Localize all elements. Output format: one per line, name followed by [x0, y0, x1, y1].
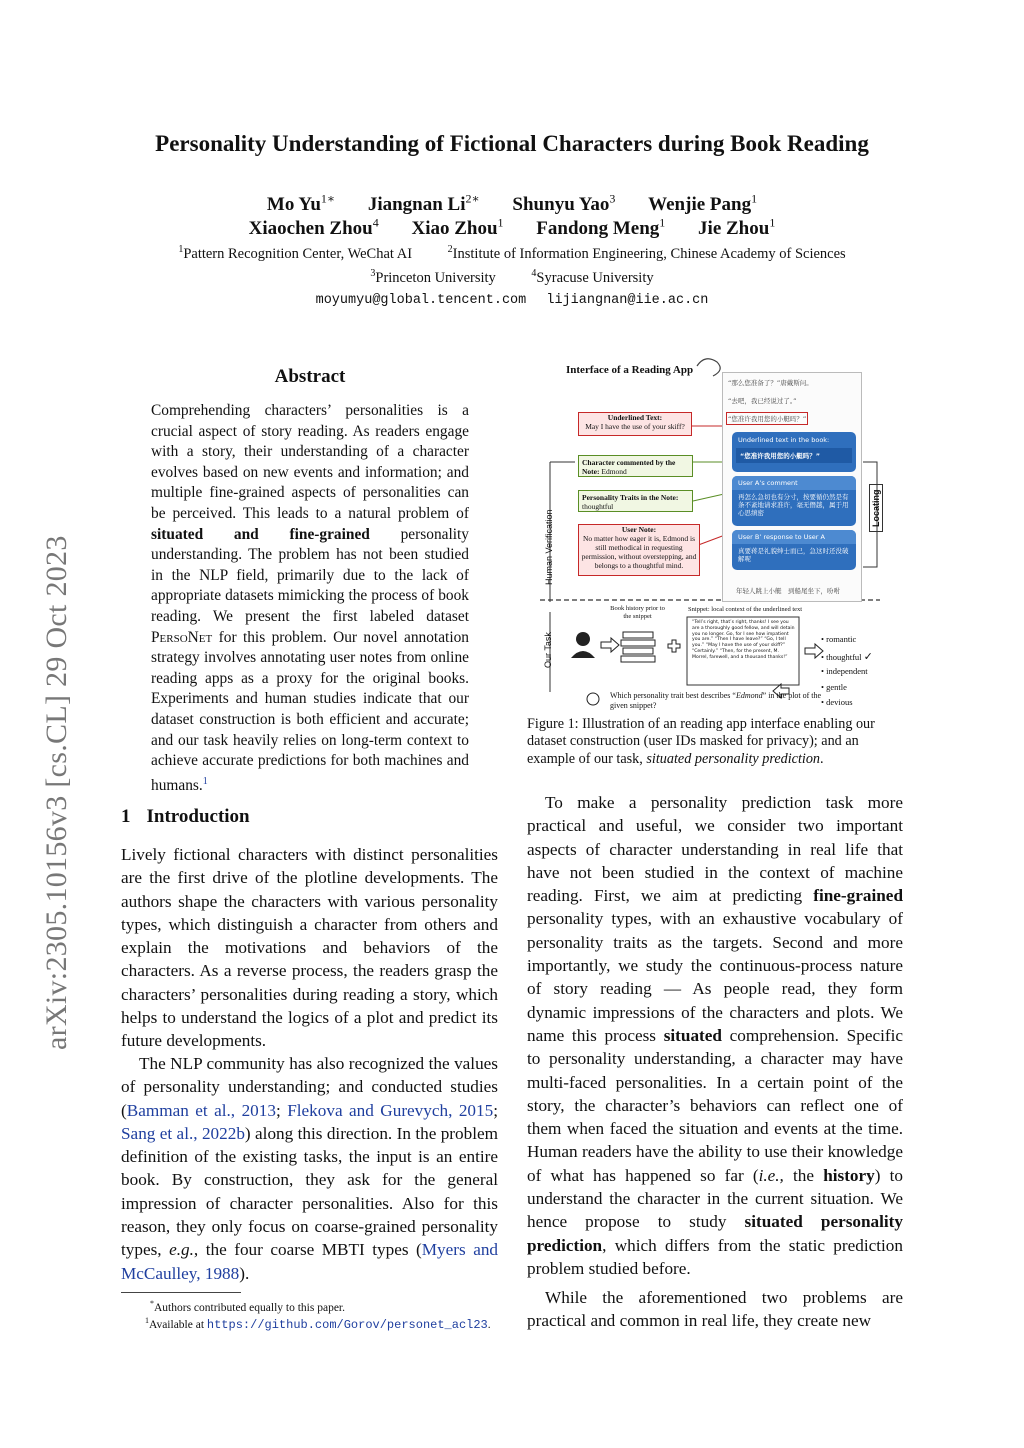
- trait-option: • devious: [821, 697, 853, 707]
- trait-option-selected: • thoughtful ✓: [821, 650, 873, 663]
- figure-title: Interface of a Reading App: [566, 364, 694, 376]
- affiliations-line-2: $^3$Princeton University $^4$Syracuse University: [370, 268, 654, 286]
- footnote-star: *Authors contributed equally to this paper.: [150, 1299, 345, 1314]
- footnote-link[interactable]: 1: [202, 775, 208, 787]
- character-box: Character commented by the Note: Edmond: [578, 455, 693, 477]
- author: Mo $Yu^{1∗}$: [266, 192, 336, 216]
- right-paragraph-2: While the aforementioned two problems are practical and common in real life, they create new: [527, 1288, 903, 1331]
- blue-card-comment: User A’s comment 再怎么急切也有分寸，按要循仍然是有条不紊地请求准许，毫无僭越，属于用心思缜密: [732, 476, 856, 526]
- author: Shunyu Yao$^3$: [512, 192, 616, 216]
- trait-option: • romantic: [821, 634, 857, 644]
- author: Jiangnan $Li^{2∗}$: [367, 192, 480, 216]
- figure-caption: Figure 1: Illustration of an reading app interface enabling our dataset construction (user IDs masked for privacy); and an example of our task, situated personality prediction.: [527, 716, 875, 767]
- github-link[interactable]: https://github.com/Gorov/personet_acl23: [206, 1317, 488, 1332]
- citation-link[interactable]: Bamman et al., 2013: [126, 1100, 276, 1120]
- affiliations-line-1: $^1$Pattern Recognition Center, WeChat AI $^2$Institute of Information Engineering, Chinese Academy of Sciences: [178, 244, 846, 262]
- authors-line-1: [0, 192, 1024, 216]
- traits-box: Personality Traits in the Note: thoughtful: [578, 490, 693, 512]
- abstract-text: Comprehending characters’ personalities is a crucial aspect of story reading. As readers engage with a story, their understanding of a character evolves based on new events and information; and multiple fine-grained aspects of personalities can be perceived. This leads to a natural problem of situated and fine-grained personality understanding. The problem has not been studied in the NLP field, primarily due to the lack of appropriate datasets mimicking the process of book reading. We present the first labeled dataset PersoNet for this problem. Our novel annotation strategy involves annotating user notes from online reading apps as a proxy for the original books. Experiments and human studies indicate that our dataset construction is both efficient and accurate; and our task heavily relies on long-term context to achieve accurate predictions for both machines and humans.$^1$: [151, 402, 469, 794]
- curve-arrow: [697, 359, 720, 376]
- footnote-1: $^1$Available at https://github.com/Gorov/personet_acl23.: [145, 1316, 491, 1332]
- email-link[interactable]: moyumyu@global.tencent.com: [315, 293, 527, 308]
- user-note-box: User Note: No matter how eager it is, Edmond is still methodical in requesting permission, without overstepping, and belongs to a thoughtful mind.: [578, 524, 700, 576]
- footnote-rule: [121, 1292, 241, 1293]
- underlined-text-box: Underlined Text: May I have the use of your skiff?: [578, 412, 692, 436]
- human-verification-label: Human Verification: [544, 509, 554, 585]
- paper-title: Personality Understanding of Fictional Characters during Book Reading: [155, 131, 869, 156]
- phone-line: “那么您准备了？”唐戴斯问。: [728, 379, 813, 387]
- phone-bottom-line: 年轻人跳上小艇 到船尾坐下，吩咐: [736, 587, 840, 595]
- citation-link[interactable]: Flekova and Gurevych, 2015: [287, 1100, 494, 1120]
- blue-card-response: User B’ response to User A 真要蒋是礼貌绅士而已，急这时还没破解呢: [732, 530, 856, 570]
- snippet-text: “Tell’s right, that’s right, thanks! I see you are a thoroughly good fellow, and will detain you no longer. Go, for I see how impatient you are.” “Then I have leave?” “Go, I tell you.” “May I have the use of your skiff?” “Certainly.” “Then, for the present, M. Morrel, farewell, and a thousand thanks!”: [692, 620, 795, 660]
- blue-card-underline: Underlined text in the book: “您准许我用您的小艇吗？”: [732, 432, 856, 472]
- locating-label: Locating: [869, 485, 883, 533]
- abstract-heading: Abstract: [274, 366, 346, 387]
- emails: [0, 293, 1024, 308]
- trait-option: • gentle: [821, 682, 847, 692]
- phone-underlined-line: “您准许我用您的小艇吗？”: [726, 412, 808, 425]
- intro-paragraph-2: The NLP community has also recognized the values of personality understanding; and conducted studies (Bamman et al., 2013; Flekova and Gurevych, 2015; Sang et al., 2022b) along this direction. In the problem definition of the existing tasks, the input is an entire book. By construction, they ask for the general impression of character personalities. Also for this reason, they only focus on coarse-grained personality types, e.g., the four coarse MBTI types (Myers and McCaulley, 1988).: [121, 1054, 499, 1283]
- citation-link[interactable]: Myers and McCaulley, 1988: [121, 1240, 499, 1283]
- author: Xiao Zhou$^1$: [411, 216, 504, 240]
- section-heading: 1 Introduction: [121, 806, 250, 827]
- arxiv-stamp: arXiv:2305.10156v3 [cs.CL] 29 Oct 2023: [40, 535, 73, 1050]
- citation-link[interactable]: Sang et al., 2022b: [121, 1123, 245, 1143]
- right-paragraph-1: To make a personality prediction task more practical and useful, we consider two important aspects of character understanding in real life that have not been studied in the context of machine reading. First, we aim at predicting fine-grained personality types, with an exhaustive vocabulary of personality traits as the targets. Second and more importantly, we study the continuous-process nature of story reading — As people read, they form dynamic impressions of the characters and plots. We name this process situated comprehension. Specific to personality understanding, a character may have multi-faced personalities. In a certain point of the story, the character’s behaviors can reflect one of them when faced the situation and events at the time. Human readers have the ability to use their knowledge of what has happened so far (i.e., the history) to understand the character in the current situation. We hence propose to study situated personality prediction, which differs from the static prediction problem studied before.: [527, 793, 904, 1278]
- author: Xiaochen Zhou$^4$: [248, 216, 379, 240]
- author: Jie Zhou$^1$: [698, 216, 776, 240]
- authors-line-2: [0, 216, 1024, 240]
- history-label: Book history prior to the snippet: [610, 605, 665, 620]
- checkmark-icon: ✓: [863, 650, 873, 663]
- snippet-label: Snippet: local context of the underlined text: [688, 606, 803, 613]
- our-task-label: Our Task: [543, 632, 553, 668]
- author: Wenjie Pang$^1$: [648, 192, 758, 216]
- dataset-name: PersoNet: [151, 628, 213, 646]
- intro-paragraph-1: Lively fictional characters with distinct personalities are the first drive of the plotline developments. The authors shape the characters with various personality types, which distinguish a character from others and explain the motivations and behaviors of the characters. As a reverse process, the readers grasp the characters’ personalities during reading a story, which helps to understand the logics of a plot and predict its future developments.: [121, 845, 498, 1051]
- trait-option: • independent: [821, 666, 868, 676]
- phone-line: “去吧，我已经说过了。”: [728, 397, 797, 405]
- author: Fandong Meng$^1$: [536, 216, 666, 240]
- email-link[interactable]: lijiangnan@iie.ac.cn: [546, 293, 709, 308]
- task-question: Which personality trait best describes “Edmond” in the plot of the given snippet?: [610, 691, 822, 710]
